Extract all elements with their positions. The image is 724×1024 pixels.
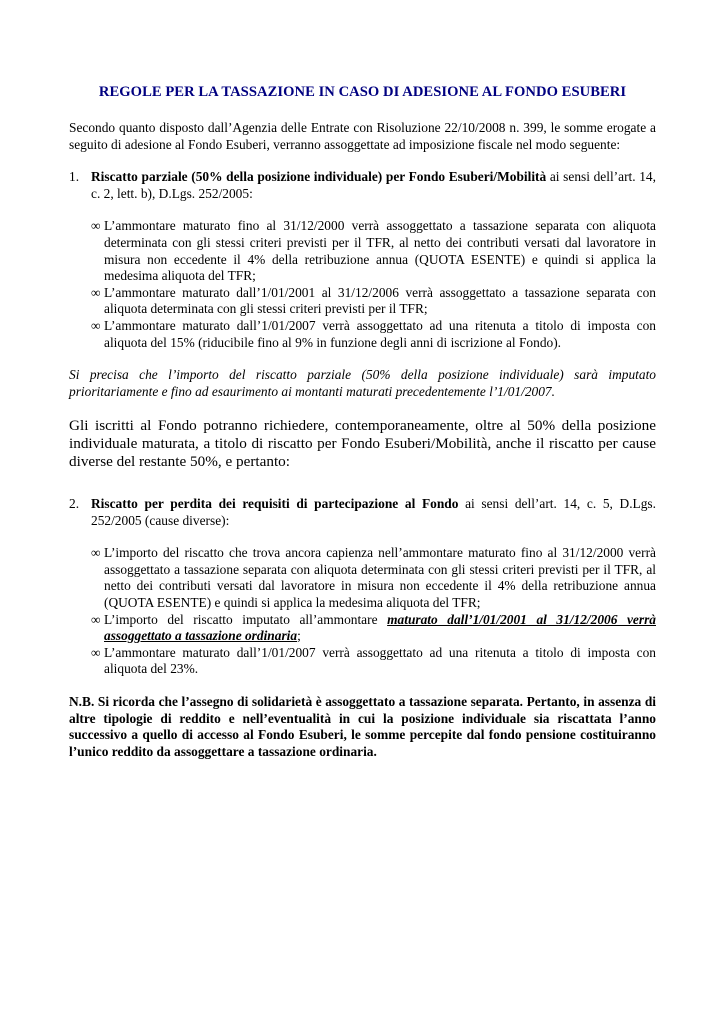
list-item	[91, 545, 656, 611]
section-2-number: 2.	[69, 496, 80, 512]
list-item	[91, 612, 656, 645]
section-1-bullet-2-text: L’ammontare maturato dall’1/01/2001 al 31/12/2006 verrà assoggettato a tassazione separata con aliquota determinata con gli stessi criteri previsti per il TFR;	[104, 284, 656, 317]
section-2-heading-text	[91, 496, 656, 529]
section-2-bullet-2-text	[104, 612, 656, 645]
section-2-bullet-3-text: L’ammontare maturato dall’1/01/2007 verrà assoggettato ad una ritenuta a titolo di imposta con aliquota del 23%.	[104, 644, 656, 677]
section-1-heading	[69, 169, 656, 202]
list-item	[91, 285, 656, 318]
section-1-bullet-1-text: L’ammontare maturato fino al 31/12/2000 verrà assoggettato a tassazione separata con aliquota determinata con gli stessi criteri previsti per il TFR, al netto dei contributi versati dal lavoratore in misura non eccedente il 4% della retribuzione annua (QUOTA ESENTE) e quindi si applica la medesima aliquota del TFR;	[104, 218, 656, 284]
infinity-bullet-icon: ∞	[91, 545, 101, 561]
section-1-bullet-list	[91, 218, 656, 351]
nb-paragraph: N.B. Si ricorda che l’assegno di solidarietà è assoggettato a tassazione separata. Pertanto, in assenza di altre tipologie di reddito e nell’eventualità in cui la posizione individuale sia riscattata l’anno successivo a quello di accesso al Fondo Esuberi, le somme percepite dal fondo pensione costituiranno l’unico reddito da assoggettare a tassazione ordinaria.	[69, 694, 656, 759]
infinity-bullet-icon: ∞	[91, 644, 101, 660]
section-1-heading-rest: ai sensi dell’art. 14, c. 2, lett. b), D.Lgs. 252/2005:	[91, 169, 656, 201]
italic-note: Si precisa che l’importo del riscatto parziale (50% della posizione individuale) sarà imputato prioritariamente e fino ad esaurimento ai montanti maturati precedentemente l’1/01/2007.	[69, 367, 656, 399]
section-1-bullet-3-text: L’ammontare maturato dall’1/01/2007 verrà assoggettato ad una ritenuta a titolo di imposta con aliquota del 15% (riducibile fino al 9% in funzione degli anni di iscrizione al Fondo).	[104, 317, 656, 350]
section-2-heading	[69, 496, 656, 529]
section-2-heading-rest: ai sensi dell’art. 14, c. 5, D.Lgs. 252/2005 (cause diverse):	[91, 496, 656, 528]
list-item	[91, 318, 656, 351]
section-2-heading-bold: Riscatto per perdita dei requisiti di partecipazione al Fondo	[91, 496, 459, 512]
document-title: REGOLE PER LA TASSAZIONE IN CASO DI ADESIONE AL FONDO ESUBERI	[98, 84, 627, 100]
large-paragraph: Gli iscritti al Fondo potranno richiedere, contemporaneamente, oltre al 50% della posizione individuale maturata, a titolo di riscatto per Fondo Esuberi/Mobilità, anche il riscatto per cause diverse del restante 50%, e pertanto:	[69, 417, 656, 470]
infinity-bullet-icon: ∞	[91, 284, 101, 300]
section-2-bullet-1-text: L’importo del riscatto che trova ancora capienza nell’ammontare maturato fino al 31/12/2000 verrà assoggettato a tassazione separata con aliquota determinata con gli stessi criteri previsti per il TFR, al netto dei contributi versati dal lavoratore in misura non eccedente il 4% della retribuzione annua (QUOTA ESENTE) e quindi si applica la medesima aliquota del TFR;	[104, 545, 656, 611]
infinity-bullet-icon: ∞	[91, 218, 101, 234]
section-1-number: 1.	[69, 169, 80, 185]
section-1-heading-text	[91, 169, 656, 202]
intro-paragraph: Secondo quanto disposto dall’Agenzia delle Entrate con Risoluzione 22/10/2008 n. 399, le somme erogate a seguito di adesione al Fondo Esuberi, verranno assoggettate ad imposizione fiscale nel modo seguente:	[69, 120, 656, 152]
section-2-bullet-2-pre: L’importo del riscatto imputato all’ammontare	[104, 611, 388, 627]
section-2-bullet-2-post: ;	[297, 628, 301, 644]
list-item	[91, 645, 656, 678]
infinity-bullet-icon: ∞	[91, 611, 101, 627]
section-1-heading-bold: Riscatto parziale (50% della posizione individuale) per Fondo Esuberi/Mobilità	[91, 169, 547, 185]
list-item	[91, 218, 656, 284]
infinity-bullet-icon: ∞	[91, 317, 101, 333]
section-2-bullet-list	[91, 545, 656, 678]
section-2-bullet-2-emphasis: maturato dall’1/01/2001 al 31/12/2006 verrà assoggettato a tassazione ordinaria	[104, 611, 656, 644]
